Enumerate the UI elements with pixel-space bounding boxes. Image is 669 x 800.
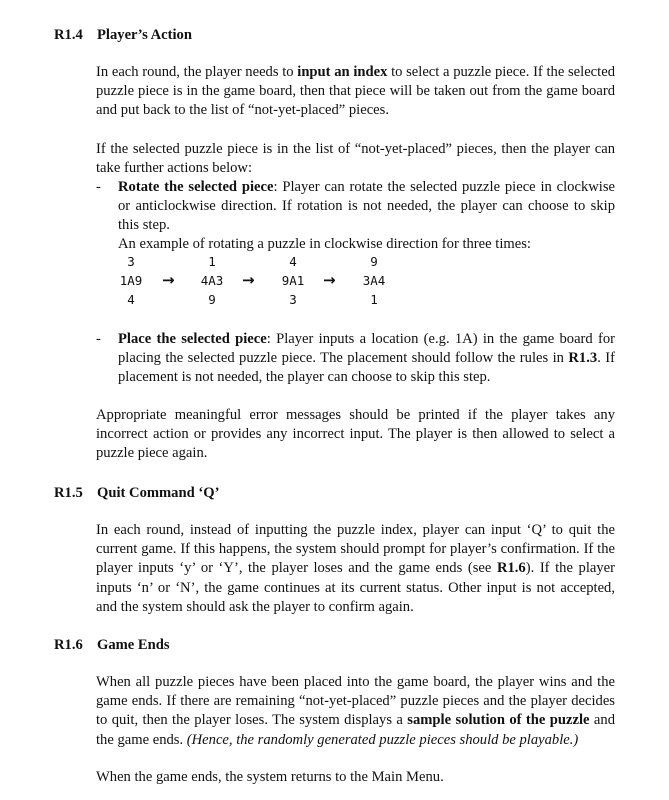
bold-text: input an index <box>297 64 388 80</box>
text-run: ). If the player inputs ‘n’ or ‘N’, the game continues at its current status. Other input is not accepted, and the system should ask the player to confirm again. <box>96 560 616 615</box>
piece-bottom: 1 <box>370 292 378 307</box>
bullet-item-place <box>96 330 615 388</box>
piece-mid: 4A3 <box>200 273 224 288</box>
section-reference: R1.6 <box>496 560 526 577</box>
bullet-dash: - <box>96 179 101 195</box>
piece-top: 1 <box>208 254 216 269</box>
text-run: In each round, the player needs to <box>96 64 298 80</box>
text-run: to select a puzzle piece. If the selected puzzle piece is in the game board, then that piece will be taken out from the game board and put back to the list of “not-yet-placed” pieces. <box>96 64 615 119</box>
paragraph: If the selected puzzle piece is in the list of “not-yet-placed” pieces, then the player can take further actions below: <box>96 141 615 177</box>
section-reference: R1.3 <box>568 350 598 367</box>
section-heading-r1-6 <box>54 636 170 654</box>
section-title: Game Ends <box>97 637 170 653</box>
section-heading-r1-4 <box>54 26 192 44</box>
text-run: . If placement is not needed, the player can choose to skip this step. <box>118 350 615 386</box>
arrow-right-icon: → <box>242 271 255 289</box>
arrow-right-icon: → <box>323 271 336 289</box>
section-heading-r1-5 <box>54 484 219 502</box>
paragraph <box>96 63 615 121</box>
paragraph <box>96 673 615 750</box>
piece-mid: 9A1 <box>281 273 305 288</box>
text-run: : Player inputs a location (e.g. 1A) in the game board for placing the selected puzzle piece. The placement should follow the rules in <box>118 331 616 367</box>
piece-top: 4 <box>289 254 297 269</box>
arrow-right-icon: → <box>162 271 175 289</box>
text-run: When all puzzle pieces have been placed into the game board, the player wins and the game ends. If there are remaining “not-yet-placed” puzzle pieces and the player decides to quit, then the player loses. The system displays a <box>96 674 615 729</box>
piece-bottom: 4 <box>127 292 135 307</box>
italic-text: (Hence, the randomly generated puzzle pieces should be playable.) <box>186 731 579 748</box>
piece-top: 3 <box>127 254 135 269</box>
paragraph: When the game ends, the system returns to the Main Menu. <box>96 769 444 785</box>
bold-text: Rotate the selected piece <box>118 179 274 195</box>
paragraph: Appropriate meaningful error messages should be printed if the player takes any incorrect action or provides any incorrect input. The player is then allowed to select a puzzle piece again. <box>96 407 615 462</box>
text-run: : Player can rotate the selected puzzle piece in clockwise or anticlockwise direction. If rotation is not needed, the player can choose to skip this step. <box>118 179 615 234</box>
bullet-dash: - <box>96 331 101 347</box>
text-run: In each round, instead of inputting the puzzle index, player can input ‘Q’ to quit the current game. If this happens, the system should prompt for player’s confirmation. If the player inputs ‘y’ or ‘Y’, the player loses and the game ends (see <box>96 522 615 577</box>
section-number: R1.4 <box>54 27 83 43</box>
piece-top: 9 <box>370 254 378 269</box>
bold-text: Place the selected piece <box>118 331 267 347</box>
bold-text: sample solution of the puzzle <box>407 712 590 729</box>
section-number: R1.5 <box>54 485 83 501</box>
piece-bottom: 9 <box>208 292 216 307</box>
section-number: R1.6 <box>54 637 83 653</box>
bullet-item-rotate <box>96 178 615 236</box>
piece-mid: 3A4 <box>362 273 386 288</box>
example-intro: An example of rotating a puzzle in clockwise direction for three times: <box>118 236 531 252</box>
text-run: and the game ends. <box>96 712 615 748</box>
paragraph <box>96 521 615 617</box>
piece-mid: 1A9 <box>119 273 143 288</box>
piece-bottom: 3 <box>289 292 297 307</box>
section-title: Quit Command ‘Q’ <box>97 485 220 501</box>
section-title: Player’s Action <box>97 27 192 43</box>
